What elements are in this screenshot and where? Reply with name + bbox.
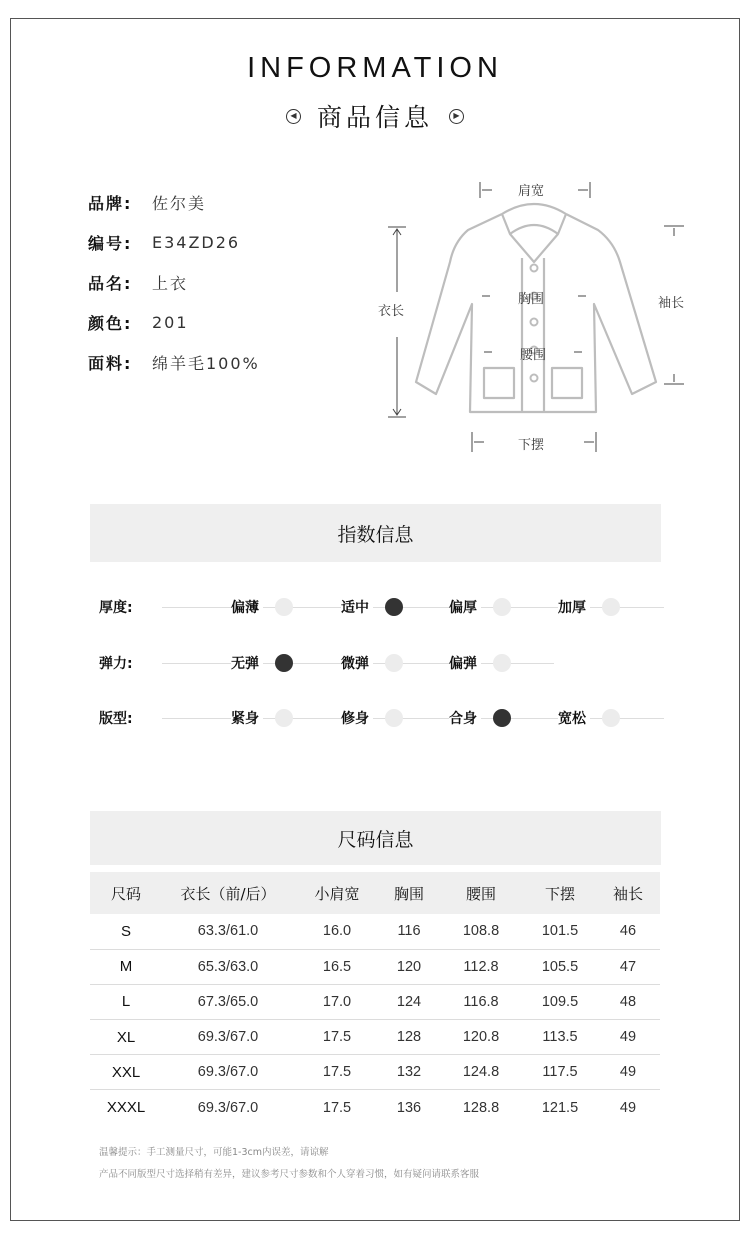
label-chest: 胸围 <box>518 292 545 307</box>
table-cell: 69.3/67.0 <box>162 1020 294 1055</box>
table-row <box>90 949 660 984</box>
info-value: 佐尔美 <box>152 193 207 213</box>
table-cell: 120.8 <box>438 1020 524 1055</box>
table-cell: 47 <box>596 949 660 984</box>
column-header: 下摆 <box>524 872 596 914</box>
column-header: 尺码 <box>90 872 162 914</box>
index-dot <box>385 654 403 672</box>
index-dot-selected <box>275 654 293 672</box>
column-header: 衣长（前/后） <box>162 872 294 914</box>
info-row-fabric <box>88 342 260 382</box>
index-label: 厚度: <box>99 600 133 616</box>
table-cell: 128.8 <box>462 1099 500 1116</box>
info-row-code <box>88 222 260 262</box>
column-header: 腰围 <box>438 872 524 914</box>
table-cell: 112.8 <box>438 949 524 984</box>
table-cell: 16.5 <box>294 949 380 984</box>
info-row-name <box>88 262 260 302</box>
label-shoulder-width: 肩宽 <box>518 184 545 199</box>
table-cell: 49 <box>619 1099 637 1116</box>
index-dot <box>275 709 293 727</box>
table-cell: 17.5 <box>322 1099 352 1116</box>
table-cell: 117.5 <box>524 1055 596 1090</box>
table-cell: 109.5 <box>524 984 596 1019</box>
table-row <box>90 1090 660 1125</box>
index-option: 偏薄 <box>231 597 263 617</box>
index-option: 合身 <box>449 708 481 728</box>
table-cell: XXXL <box>106 1099 146 1117</box>
table-cell: 128 <box>380 1020 438 1055</box>
table-cell: 17.5 <box>294 1055 380 1090</box>
index-row-elasticity <box>0 648 750 678</box>
index-dot <box>602 709 620 727</box>
index-option: 修身 <box>341 708 373 728</box>
table-cell: L <box>90 984 162 1019</box>
product-info-list <box>88 182 260 382</box>
info-value: E34ZD26 <box>152 232 241 252</box>
table-cell: 101.5 <box>524 914 596 949</box>
arrow-left-circle-icon: ◀ <box>286 109 301 124</box>
index-option: 宽松 <box>558 708 590 728</box>
jacket-outline-icon <box>370 172 700 462</box>
table-cell: 48 <box>596 984 660 1019</box>
table-cell: 49 <box>596 1055 660 1090</box>
page-title-cn-row <box>0 98 750 134</box>
table-cell: S <box>90 914 162 949</box>
note-size-advice: 产品不同版型尺寸选择稍有差异，建议参考尺寸参数和个人穿着习惯，如有疑问请联系客服 <box>99 1169 480 1180</box>
table-cell: 116.8 <box>438 984 524 1019</box>
index-option: 紧身 <box>231 708 263 728</box>
table-cell: 69.3/67.0 <box>197 1099 259 1116</box>
info-row-brand <box>88 182 260 222</box>
table-cell: 132 <box>380 1055 438 1090</box>
size-table <box>90 872 660 1125</box>
note-measurement: 温馨提示：手工测量尺寸，可能1-3cm内误差，请谅解 <box>99 1147 329 1158</box>
table-cell: 49 <box>596 1020 660 1055</box>
index-label: 弹力: <box>99 656 133 672</box>
table-cell: 17.0 <box>294 984 380 1019</box>
info-row-color <box>88 302 260 342</box>
info-value: 201 <box>152 312 189 332</box>
column-header: 袖长 <box>596 872 660 914</box>
index-section-title: 指数信息 <box>90 504 661 562</box>
index-option: 适中 <box>341 597 373 617</box>
table-cell: 113.5 <box>524 1020 596 1055</box>
table-row <box>90 984 660 1019</box>
table-cell: 46 <box>596 914 660 949</box>
index-row-thickness <box>0 592 750 622</box>
table-cell: 121.5 <box>541 1099 579 1116</box>
index-option: 加厚 <box>558 597 590 617</box>
label-waist: 腰围 <box>520 348 547 363</box>
table-row <box>90 1055 660 1090</box>
size-table-header-row <box>90 872 660 914</box>
index-row-fit <box>0 703 750 733</box>
index-dot <box>385 709 403 727</box>
info-value: 上衣 <box>152 273 189 293</box>
index-dot-selected <box>493 709 511 727</box>
table-cell: 124.8 <box>438 1055 524 1090</box>
index-dot <box>493 598 511 616</box>
table-cell: 67.3/65.0 <box>162 984 294 1019</box>
table-cell: 63.3/61.0 <box>162 914 294 949</box>
index-dot <box>275 598 293 616</box>
index-option: 偏弹 <box>449 653 481 673</box>
table-cell: 124 <box>380 984 438 1019</box>
index-label: 版型: <box>99 711 133 727</box>
index-option: 无弹 <box>231 653 263 673</box>
table-cell: 120 <box>380 949 438 984</box>
table-cell: 69.3/67.0 <box>162 1055 294 1090</box>
column-header: 小肩宽 <box>294 872 380 914</box>
garment-measurement-diagram <box>370 172 700 462</box>
page-title-cn: 商品信息 <box>316 103 433 132</box>
label-sleeve: 袖长 <box>658 296 685 311</box>
table-cell: M <box>90 949 162 984</box>
table-cell: 65.3/63.0 <box>162 949 294 984</box>
table-cell: XXL <box>90 1055 162 1090</box>
arrow-right-circle-icon: ▶ <box>449 109 464 124</box>
label-length: 衣长 <box>378 304 405 319</box>
table-row <box>90 1020 660 1055</box>
index-dot <box>493 654 511 672</box>
info-key: 编号: <box>88 233 133 253</box>
label-hem: 下摆 <box>518 438 545 453</box>
index-dot-selected <box>385 598 403 616</box>
column-header: 胸围 <box>380 872 438 914</box>
index-option: 偏厚 <box>449 597 481 617</box>
index-option: 微弹 <box>341 653 373 673</box>
table-cell: 16.0 <box>294 914 380 949</box>
index-dot <box>602 598 620 616</box>
table-cell: 105.5 <box>524 949 596 984</box>
info-key: 品名: <box>88 273 133 293</box>
info-key: 品牌: <box>88 193 133 213</box>
table-cell: 136 <box>396 1099 422 1116</box>
table-cell: 108.8 <box>438 914 524 949</box>
table-cell: 116 <box>380 914 438 949</box>
table-row <box>90 914 660 949</box>
info-value: 绵羊毛100% <box>152 353 260 373</box>
size-section-title: 尺码信息 <box>90 811 661 865</box>
table-cell: XL <box>90 1020 162 1055</box>
info-key: 面料: <box>88 353 133 373</box>
page-title-en: INFORMATION <box>247 52 503 84</box>
info-key: 颜色: <box>88 313 133 333</box>
table-cell: 17.5 <box>294 1020 380 1055</box>
